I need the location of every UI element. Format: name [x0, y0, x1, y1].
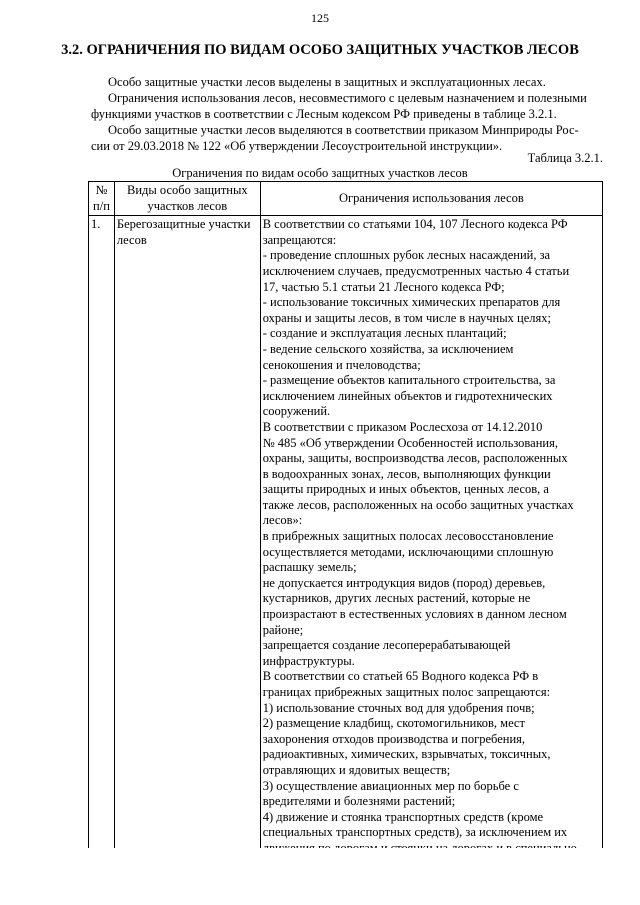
restriction-line: в прибрежных защитных полосах лесовосстановление — [262, 529, 554, 544]
restriction-line: отравляющих и ядовитых веществ; — [262, 762, 451, 777]
restriction-line: № 485 «Об утверждении Особенностей использования, — [262, 435, 558, 450]
restriction-line: охраны и защиты лесов, в том числе в научных целях; — [262, 310, 551, 325]
text-line: Особо защитные участки лесов выделены в защитных и эксплуатационных лесах. — [108, 75, 546, 89]
row-restrictions — [260, 216, 602, 890]
intro-paragraph — [91, 122, 604, 154]
header-line: Виды особо защитных — [127, 183, 248, 197]
restriction-line: - использование токсичных химических препаратов для — [262, 295, 561, 310]
type-line: Берегозащитные участки — [116, 217, 251, 232]
header-line: п/п — [93, 198, 110, 213]
restriction-line: инфраструктуры. — [262, 653, 355, 668]
page-number: 125 — [311, 11, 329, 25]
header-line: № — [95, 183, 108, 197]
row-number: 1. — [89, 216, 115, 890]
table-header-row — [89, 182, 603, 216]
restriction-line: охраны, защиты, воспроизводства лесов, расположенных — [262, 451, 568, 466]
restriction-line: запрещаются: — [262, 232, 337, 247]
restriction-line: не допускается интродукция видов (пород) деревьев, — [262, 575, 546, 590]
type-line: лесов — [116, 232, 147, 247]
restriction-line: границах прибрежных защитных полос запрещаются: — [262, 685, 551, 699]
header-number — [89, 182, 115, 216]
header-restrictions: Ограничения использования лесов — [260, 182, 602, 216]
restriction-line: распашку земель; — [262, 560, 357, 575]
restriction-line: сооружений. — [262, 404, 331, 419]
header-line: участков лесов — [147, 198, 228, 213]
restriction-line: 4) движение и стоянка транспортных средств (кроме — [262, 809, 544, 824]
restriction-line: кустарников, других лесных растений, которые не — [262, 591, 531, 606]
restriction-line: вредителями и болезнями растений; — [262, 794, 456, 809]
restriction-line: - размещение объектов капитального строительства, за — [262, 373, 556, 388]
page-bottom-margin — [0, 848, 640, 905]
restriction-line: произрастают в естественных условиях в данном лесном — [262, 607, 567, 622]
restriction-line: осуществляется методами, исключающими сплошную — [262, 544, 554, 559]
restriction-line: 1) использование сточных вод для удобрения почв; — [262, 700, 535, 715]
restriction-line: В соответствии с приказом Рослесхоза от 14.12.2010 — [262, 419, 543, 434]
restriction-line: - проведение сплошных рубок лесных насаждений, за — [262, 248, 551, 263]
text-line: функциями участков в соответствии с Лесным кодексом РФ приведены в таблице 3.2.1. — [91, 107, 557, 121]
restriction-line: исключением линейных объектов и гидротехнических — [262, 388, 553, 403]
intro-paragraph — [91, 74, 604, 90]
restriction-line: запрещается создание лесоперерабатывающей — [262, 638, 511, 653]
restriction-line: в водоохранных зонах, лесов, выполняющих функции — [262, 466, 551, 481]
restriction-line: В соответствии со статьями 104, 107 Лесного кодекса РФ — [262, 217, 568, 232]
restriction-line: В соответствии со статьей 65 Водного кодекса РФ в — [262, 669, 539, 684]
intro-paragraph — [91, 90, 604, 122]
restriction-line: сенокошения и пчеловодства; — [262, 357, 421, 372]
restrictions-table — [88, 181, 603, 890]
restriction-line: - создание и эксплуатация лесных плантаций; — [262, 326, 507, 341]
intro-text — [91, 74, 604, 154]
text-line: сии от 29.03.2018 № 122 «Об утверждении Лесоустроительной инструкции». — [91, 139, 503, 153]
restriction-line: специальных транспортных средств), за исключением их — [262, 825, 568, 840]
table-row — [89, 216, 603, 890]
table-caption: Ограничения по видам особо защитных участков лесов — [172, 166, 468, 180]
restriction-line: районе; — [262, 622, 304, 637]
restriction-line: 17, частью 5.1 статьи 21 Лесного кодекса РФ; — [262, 279, 505, 294]
restriction-line: также лесов, расположенных на особо защитных участках — [262, 497, 574, 512]
table-label: Таблица 3.2.1. — [527, 151, 603, 165]
restriction-line: захоронения отходов производства и погребения, — [262, 731, 526, 746]
restriction-line: лесов»: — [262, 513, 303, 528]
restriction-line: защиты природных и иных объектов, ценных лесов, а — [262, 482, 549, 497]
text-line: Ограничения использования лесов, несовместимого с целевым назначением и полезными — [108, 91, 587, 105]
header-type — [114, 182, 260, 216]
restriction-line: исключением случаев, предусмотренных частью 4 статьи — [262, 263, 570, 278]
section-title: 3.2. ОГРАНИЧЕНИЯ ПО ВИДАМ ОСОБО ЗАЩИТНЫХ УЧАСТКОВ ЛЕСОВ — [61, 42, 579, 58]
restriction-line: 3) осуществление авиационных мер по борьбе с — [262, 778, 519, 793]
restriction-line: радиоактивных, химических, взрывчатых, токсичных, — [262, 747, 551, 762]
row-type — [114, 216, 260, 890]
restriction-line: - ведение сельского хозяйства, за исключением — [262, 341, 514, 356]
text-line: Особо защитные участки лесов выделяются в соответствии приказом Минприроды Рос- — [108, 123, 579, 137]
restriction-line: 2) размещение кладбищ, скотомогильников, мест — [262, 716, 525, 731]
